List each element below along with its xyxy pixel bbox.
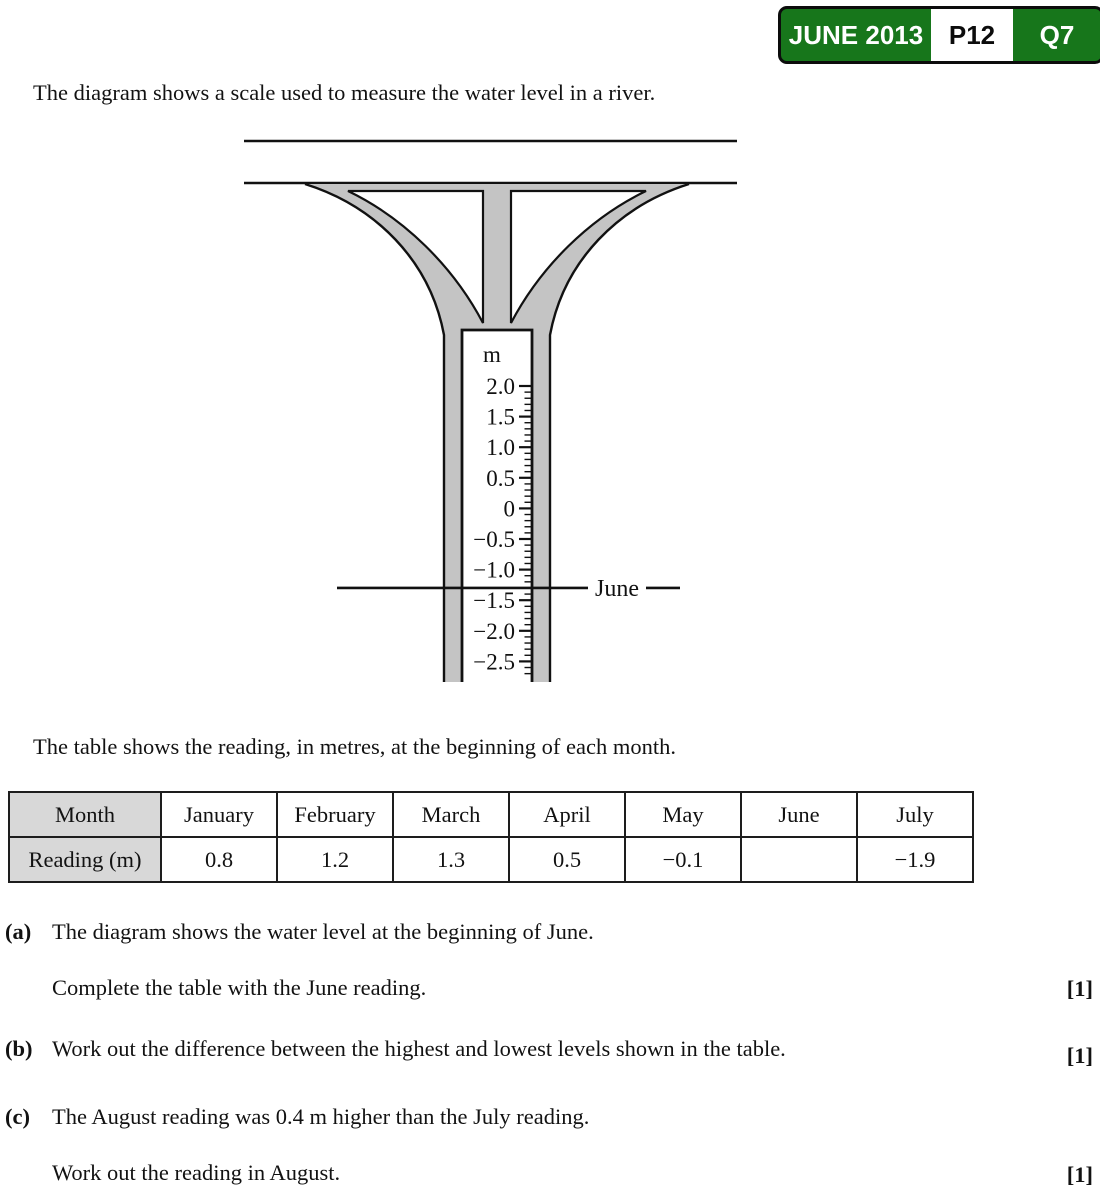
month-cell: February xyxy=(277,792,393,837)
scale-unit-label: m xyxy=(483,342,501,367)
question-b-text1: Work out the difference between the highest and lowest levels shown in the table. xyxy=(52,1036,786,1061)
month-cell: March xyxy=(393,792,509,837)
month-cell: January xyxy=(161,792,277,837)
scale-value-label: −1.0 xyxy=(473,557,515,583)
question-a-label: (a) xyxy=(5,919,32,944)
question-badge xyxy=(778,6,1100,64)
badge-paper: P12 xyxy=(931,9,1013,61)
intro-table-text: The table shows the reading, in metres, at the beginning of each month. xyxy=(33,734,676,759)
question-c-marks: [1] xyxy=(1066,1162,1093,1187)
question-b-label: (b) xyxy=(5,1036,33,1061)
badge-session: JUNE 2013 xyxy=(788,19,924,50)
scale-value-label: −1.5 xyxy=(473,588,515,614)
intro-diagram-text: The diagram shows a scale used to measure the water level in a river. xyxy=(33,80,656,105)
month-cell: April xyxy=(509,792,625,837)
water-level-label: June xyxy=(595,575,639,602)
month-cell: May xyxy=(625,792,741,837)
scale-value-label: −0.5 xyxy=(473,527,515,552)
reading-cell: 0.5 xyxy=(509,837,625,882)
question-c-text1: The August reading was 0.4 m higher than the July reading. xyxy=(52,1104,590,1129)
readings-table xyxy=(8,791,974,883)
reading-cell: 1.2 xyxy=(277,837,393,882)
readings-data-row xyxy=(9,837,973,882)
river-scale-diagram xyxy=(240,130,740,690)
scale-value-label: −2.5 xyxy=(473,649,515,675)
month-cell: July xyxy=(857,792,973,837)
row-header-reading: Reading (m) xyxy=(9,837,161,882)
badge-question-number: Q7 xyxy=(1039,19,1075,50)
scale-value-label: −2.0 xyxy=(473,618,515,644)
reading-cell: 1.3 xyxy=(393,837,509,882)
question-c-line1 xyxy=(5,1104,589,1130)
question-a-text1: The diagram shows the water level at the beginning of June. xyxy=(52,919,594,944)
reading-cell xyxy=(741,837,857,882)
month-cell: June xyxy=(741,792,857,837)
row-header-month: Month xyxy=(9,792,161,837)
question-c-line2: Work out the reading in August. xyxy=(52,1160,341,1185)
question-a-marks: [1] xyxy=(1066,976,1093,1001)
question-a-line1 xyxy=(5,919,594,945)
scale-value-label: 0 xyxy=(503,496,515,522)
reading-cell: −0.1 xyxy=(625,837,741,882)
scale-value-label: 1.0 xyxy=(486,435,515,461)
reading-cell: −1.9 xyxy=(857,837,973,882)
question-c-label: (c) xyxy=(5,1104,30,1129)
scale-value-label: 2.0 xyxy=(486,374,515,399)
scale-value-label: 1.5 xyxy=(486,404,515,430)
question-b-line1 xyxy=(5,1036,786,1062)
question-a-line2: Complete the table with the June reading. xyxy=(52,975,427,1000)
question-b-marks: [1] xyxy=(1066,1043,1093,1068)
scale-value-label: 0.5 xyxy=(486,465,515,491)
readings-header-row xyxy=(9,792,973,837)
reading-cell: 0.8 xyxy=(161,837,277,882)
